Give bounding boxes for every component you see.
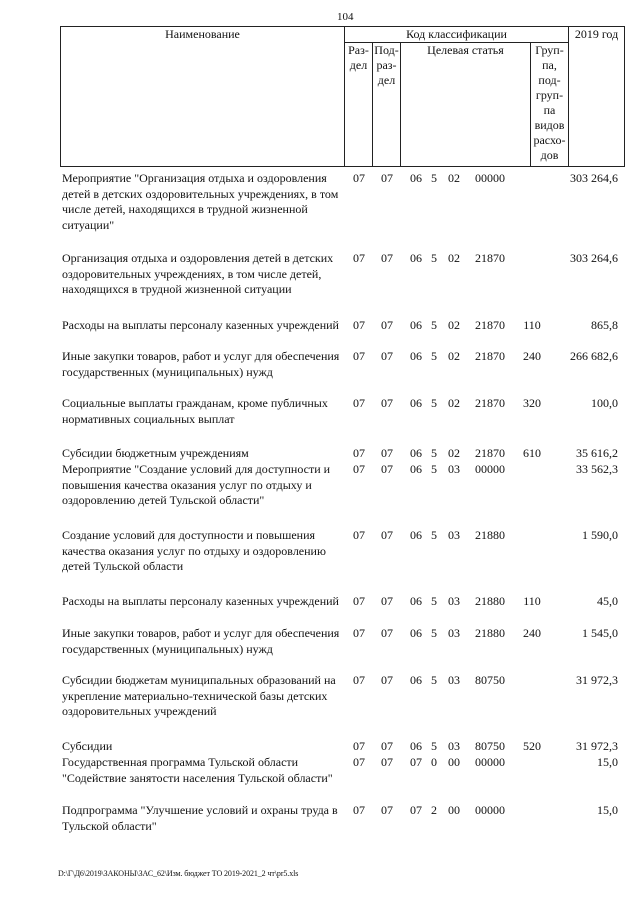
row-amount: 15,0 <box>597 803 618 817</box>
row-amount: 266 682,6 <box>570 349 618 363</box>
row-amount: 100,0 <box>591 396 618 410</box>
row-amount: 1 545,0 <box>582 626 618 640</box>
row-razdel: 07 <box>353 673 365 687</box>
row-target-direction: 00000 <box>475 462 505 476</box>
row-podrazdel: 07 <box>381 251 393 265</box>
row-target-direction: 21870 <box>475 446 505 460</box>
row-target-program: 06 <box>410 739 422 753</box>
row-amount: 865,8 <box>591 318 618 332</box>
row-name: Мероприятие "Создание условий для доступности и повышения качества оказания услуг по отдыху и оздоровлению детей Тульской области" <box>62 462 331 507</box>
row-razdel: 07 <box>353 594 365 608</box>
row-target-subprogram: 5 <box>431 318 437 332</box>
row-expense-group: 110 <box>523 594 541 608</box>
row-target-direction: 80750 <box>475 673 505 687</box>
page-number: 104 <box>337 11 354 23</box>
row-expense-group: 320 <box>523 396 541 410</box>
row-target-direction: 21870 <box>475 396 505 410</box>
row-podrazdel: 07 <box>381 171 393 185</box>
row-target-subprogram: 5 <box>431 349 437 363</box>
header-podrazdel: Под- раз- дел <box>373 43 401 167</box>
row-amount: 45,0 <box>597 594 618 608</box>
header-year: 2019 год <box>569 27 625 167</box>
row-podrazdel: 07 <box>381 318 393 332</box>
row-podrazdel: 07 <box>381 594 393 608</box>
row-target-event: 02 <box>448 396 460 410</box>
row-podrazdel: 07 <box>381 739 393 753</box>
row-razdel: 07 <box>353 739 365 753</box>
row-target-direction: 21880 <box>475 594 505 608</box>
row-podrazdel: 07 <box>381 626 393 640</box>
row-target-direction: 21870 <box>475 318 505 332</box>
row-amount: 33 562,3 <box>576 462 618 476</box>
row-expense-group: 240 <box>523 626 541 640</box>
row-amount: 31 972,3 <box>576 739 618 753</box>
row-target-event: 03 <box>448 528 460 542</box>
row-razdel: 07 <box>353 396 365 410</box>
row-target-event: 03 <box>448 739 460 753</box>
row-name: Субсидии <box>62 739 113 753</box>
file-path-footer: D:\Г\Д6\2019\ЗАКОНЫ\ЗАС_62\Изм. бюджет ТО 2019-2021_2 чт\pr5.xls <box>58 869 299 878</box>
row-target-event: 02 <box>448 318 460 332</box>
row-target-event: 00 <box>448 755 460 769</box>
row-target-program: 06 <box>410 446 422 460</box>
row-target-program: 06 <box>410 626 422 640</box>
row-name: Мероприятие "Организация отдыха и оздоровления детей в детских оздоровительных учреждениях, в том числе детей, находящихся в трудной жизненной ситуации" <box>62 171 339 232</box>
row-target-program: 07 <box>410 755 422 769</box>
header-classification: Код классификации <box>345 27 569 43</box>
row-target-event: 00 <box>448 803 460 817</box>
row-target-subprogram: 5 <box>431 396 437 410</box>
row-target-subprogram: 5 <box>431 594 437 608</box>
row-podrazdel: 07 <box>381 528 393 542</box>
row-amount: 15,0 <box>597 755 618 769</box>
row-target-program: 06 <box>410 349 422 363</box>
row-target-event: 03 <box>448 673 460 687</box>
row-target-subprogram: 2 <box>431 803 437 817</box>
row-razdel: 07 <box>353 626 365 640</box>
row-target-program: 06 <box>410 171 422 185</box>
row-podrazdel: 07 <box>381 446 393 460</box>
row-name: Государственная программа Тульской области "Содействие занятости населения Тульской области" <box>62 755 333 785</box>
row-razdel: 07 <box>353 349 365 363</box>
row-podrazdel: 07 <box>381 673 393 687</box>
row-target-subprogram: 0 <box>431 755 437 769</box>
header-razdel: Раз- дел <box>345 43 373 167</box>
row-podrazdel: 07 <box>381 349 393 363</box>
row-target-event: 03 <box>448 626 460 640</box>
row-amount: 35 616,2 <box>576 446 618 460</box>
row-podrazdel: 07 <box>381 803 393 817</box>
header-target: Целевая статья <box>401 43 531 167</box>
row-razdel: 07 <box>353 755 365 769</box>
row-target-event: 02 <box>448 446 460 460</box>
row-target-program: 06 <box>410 673 422 687</box>
row-name: Субсидии бюджетным учреждениям <box>62 446 249 460</box>
row-target-subprogram: 5 <box>431 446 437 460</box>
row-target-direction: 00000 <box>475 171 505 185</box>
row-target-event: 02 <box>448 349 460 363</box>
row-name: Расходы на выплаты персоналу казенных учреждений <box>62 318 339 332</box>
row-target-direction: 21880 <box>475 626 505 640</box>
row-target-subprogram: 5 <box>431 171 437 185</box>
table-header <box>60 26 625 167</box>
row-target-subprogram: 5 <box>431 462 437 476</box>
row-target-event: 02 <box>448 251 460 265</box>
row-expense-group: 240 <box>523 349 541 363</box>
row-target-subprogram: 5 <box>431 528 437 542</box>
row-razdel: 07 <box>353 462 365 476</box>
row-target-program: 06 <box>410 594 422 608</box>
row-podrazdel: 07 <box>381 462 393 476</box>
row-target-subprogram: 5 <box>431 626 437 640</box>
row-amount: 31 972,3 <box>576 673 618 687</box>
row-target-event: 02 <box>448 171 460 185</box>
row-name: Субсидии бюджетам муниципальных образований на укрепление материально-технической базы детских оздоровительных учреждений <box>62 673 336 718</box>
row-name: Подпрограмма "Улучшение условий и охраны труда в Тульской области" <box>62 803 338 833</box>
row-razdel: 07 <box>353 446 365 460</box>
row-target-subprogram: 5 <box>431 739 437 753</box>
row-target-direction: 00000 <box>475 755 505 769</box>
row-razdel: 07 <box>353 803 365 817</box>
row-target-direction: 21880 <box>475 528 505 542</box>
row-name: Организация отдыха и оздоровления детей в детских оздоровительных учреждениях, в том числе детей, находящихся в трудной жизненной ситуации <box>62 251 334 296</box>
row-target-event: 03 <box>448 594 460 608</box>
row-target-direction: 00000 <box>475 803 505 817</box>
row-target-program: 06 <box>410 462 422 476</box>
row-target-direction: 21870 <box>475 251 505 265</box>
row-name: Иные закупки товаров, работ и услуг для обеспечения государственных (муниципальных) нужд <box>62 349 340 379</box>
row-target-program: 06 <box>410 251 422 265</box>
row-target-direction: 80750 <box>475 739 505 753</box>
row-target-event: 03 <box>448 462 460 476</box>
row-target-program: 06 <box>410 318 422 332</box>
row-expense-group: 610 <box>523 446 541 460</box>
row-target-subprogram: 5 <box>431 673 437 687</box>
header-group: Груп- па, под- груп- па видов расхо- дов <box>531 43 569 167</box>
row-razdel: 07 <box>353 251 365 265</box>
row-name: Социальные выплаты гражданам, кроме публичных нормативных социальных выплат <box>62 396 328 426</box>
row-podrazdel: 07 <box>381 396 393 410</box>
row-expense-group: 520 <box>523 739 541 753</box>
row-razdel: 07 <box>353 528 365 542</box>
row-amount: 1 590,0 <box>582 528 618 542</box>
row-target-program: 06 <box>410 396 422 410</box>
row-razdel: 07 <box>353 171 365 185</box>
row-target-subprogram: 5 <box>431 251 437 265</box>
row-razdel: 07 <box>353 318 365 332</box>
row-amount: 303 264,6 <box>570 251 618 265</box>
row-name: Расходы на выплаты персоналу казенных учреждений <box>62 594 339 608</box>
row-target-program: 06 <box>410 528 422 542</box>
header-name: Наименование <box>61 27 345 167</box>
row-target-program: 07 <box>410 803 422 817</box>
row-podrazdel: 07 <box>381 755 393 769</box>
row-name: Создание условий для доступности и повышения качества оказания услуг по отдыху и оздоровлению детей Тульской области <box>62 528 326 573</box>
row-expense-group: 110 <box>523 318 541 332</box>
row-target-direction: 21870 <box>475 349 505 363</box>
row-amount: 303 264,6 <box>570 171 618 185</box>
row-name: Иные закупки товаров, работ и услуг для обеспечения государственных (муниципальных) нужд <box>62 626 340 656</box>
